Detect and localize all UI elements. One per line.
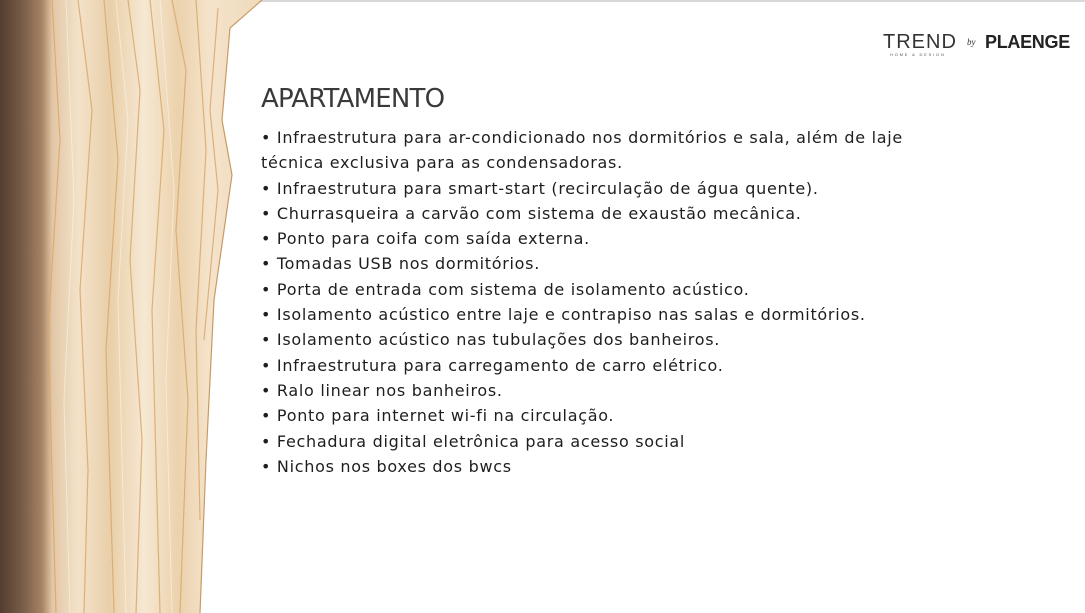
feature-item: • Infraestrutura para ar-condicionado nos dormitórios e sala, além de laje técnica exclusiva para as condensadoras. bbox=[261, 128, 903, 173]
logo-plaenge-text: PLAENGE bbox=[985, 32, 1070, 52]
logo-tagline: HOME & DESIGN bbox=[890, 52, 946, 57]
feature-item: • Infraestrutura para smart-start (recirculação de água quente). bbox=[261, 178, 819, 198]
feature-item: • Tomadas USB nos dormitórios. bbox=[261, 254, 540, 274]
feature-item: • Porta de entrada com sistema de isolamento acústico. bbox=[261, 279, 750, 299]
feature-item: • Churrasqueira a carvão com sistema de exaustão mecânica. bbox=[261, 203, 802, 223]
feature-item: • Isolamento acústico entre laje e contrapiso nas salas e dormitórios. bbox=[261, 305, 866, 325]
logo-trend-text: TREND bbox=[883, 31, 957, 53]
feature-item: • Nichos nos boxes dos bwcs bbox=[261, 456, 512, 476]
feature-list bbox=[261, 125, 941, 479]
feature-item: • Fechadura digital eletrônica para acesso social bbox=[261, 431, 686, 451]
feature-item: • Ponto para internet wi-fi na circulação. bbox=[261, 406, 615, 426]
wood-panel-image bbox=[0, 0, 270, 613]
feature-item: • Ralo linear nos banheiros. bbox=[261, 380, 503, 400]
page-title: APARTAMENTO bbox=[261, 84, 445, 114]
feature-item: • Infraestrutura para carregamento de carro elétrico. bbox=[261, 355, 724, 375]
trend-by-plaenge-logo bbox=[880, 30, 1070, 60]
logo-connector: by bbox=[967, 37, 976, 47]
feature-item: • Isolamento acústico nas tubulações dos banheiros. bbox=[261, 330, 721, 350]
feature-item: • Ponto para coifa com saída externa. bbox=[261, 229, 590, 249]
